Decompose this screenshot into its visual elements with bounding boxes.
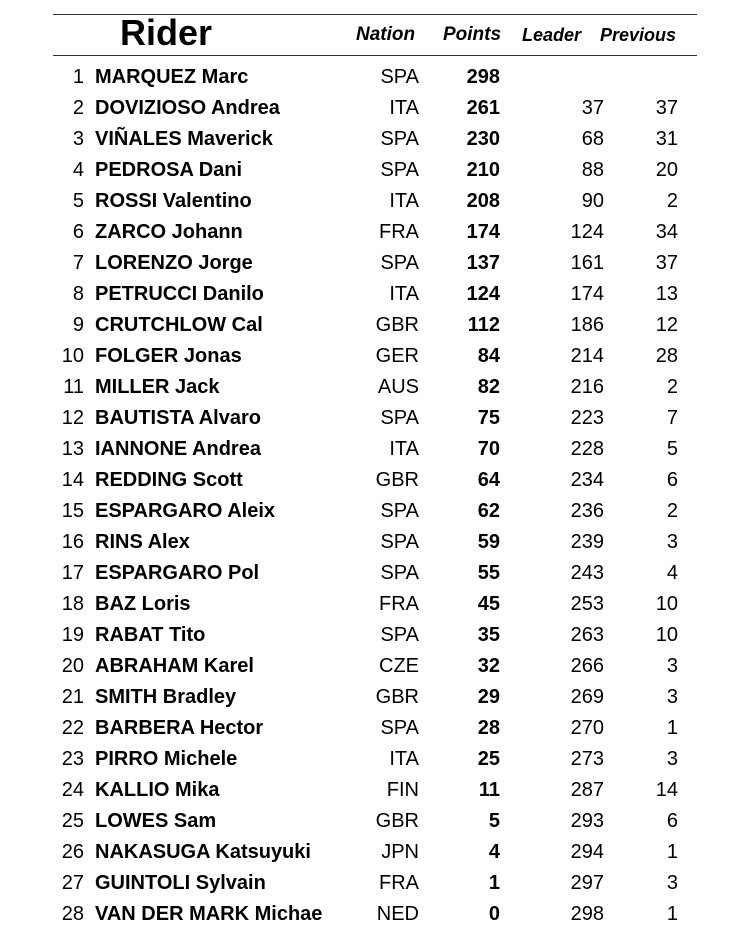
position-cell: 17 bbox=[61, 562, 84, 584]
points-cell: 11 bbox=[478, 779, 500, 801]
table-row bbox=[0, 527, 745, 558]
nation-cell: GBR bbox=[375, 469, 419, 491]
leader-gap-cell: 253 bbox=[570, 593, 604, 615]
position-cell: 11 bbox=[63, 376, 84, 398]
nation-cell: FIN bbox=[386, 779, 419, 801]
standings-table bbox=[0, 62, 745, 930]
position-cell: 27 bbox=[61, 872, 84, 894]
position-cell: 25 bbox=[61, 810, 84, 832]
points-cell: 208 bbox=[466, 190, 500, 212]
position-cell: 12 bbox=[61, 407, 84, 429]
table-row bbox=[0, 496, 745, 527]
leader-gap-cell: 298 bbox=[570, 903, 604, 925]
rider-name-cell: ROSSI Valentino bbox=[95, 190, 252, 212]
rider-name-cell: ESPARGARO Pol bbox=[95, 562, 260, 584]
nation-cell: SPA bbox=[380, 407, 419, 429]
nation-cell: GBR bbox=[375, 810, 419, 832]
rider-name-cell: FOLGER Jonas bbox=[95, 345, 242, 367]
rider-name-cell: ZARCO Johann bbox=[95, 221, 243, 243]
table-row bbox=[0, 279, 745, 310]
points-cell: 4 bbox=[488, 841, 500, 863]
nation-cell: SPA bbox=[380, 624, 419, 646]
leader-gap-cell: 161 bbox=[570, 252, 604, 274]
rider-name-cell: RINS Alex bbox=[95, 531, 190, 553]
nation-cell: FRA bbox=[379, 872, 419, 894]
previous-gap-cell: 2 bbox=[666, 500, 678, 522]
table-row bbox=[0, 310, 745, 341]
rider-name-cell: KALLIO Mika bbox=[95, 779, 220, 801]
leader-gap-cell: 297 bbox=[570, 872, 604, 894]
previous-gap-cell: 6 bbox=[666, 810, 678, 832]
previous-gap-cell: 2 bbox=[666, 376, 678, 398]
previous-gap-cell: 28 bbox=[655, 345, 678, 367]
rider-name-cell: PETRUCCI Danilo bbox=[95, 283, 264, 305]
previous-gap-cell: 12 bbox=[655, 314, 678, 336]
table-row bbox=[0, 124, 745, 155]
previous-gap-cell: 3 bbox=[666, 748, 678, 770]
nation-cell: SPA bbox=[380, 159, 419, 181]
leader-gap-cell: 273 bbox=[570, 748, 604, 770]
position-cell: 3 bbox=[72, 128, 84, 150]
position-cell: 24 bbox=[61, 779, 84, 801]
rider-name-cell: BAUTISTA Alvaro bbox=[95, 407, 261, 429]
position-cell: 4 bbox=[72, 159, 84, 181]
previous-gap-cell: 3 bbox=[666, 872, 678, 894]
points-cell: 210 bbox=[466, 159, 500, 181]
previous-gap-cell: 1 bbox=[666, 717, 678, 739]
rider-name-cell: IANNONE Andrea bbox=[95, 438, 261, 460]
nation-cell: ITA bbox=[389, 748, 419, 770]
rider-name-cell: VIÑALES Maverick bbox=[95, 128, 273, 150]
previous-gap-cell: 3 bbox=[666, 655, 678, 677]
nation-cell: NED bbox=[376, 903, 419, 925]
rider-name-cell: BARBERA Hector bbox=[95, 717, 264, 739]
leader-gap-cell: 236 bbox=[570, 500, 604, 522]
points-cell: 75 bbox=[477, 407, 500, 429]
nation-cell: ITA bbox=[389, 283, 419, 305]
rider-name-cell: BAZ Loris bbox=[95, 593, 191, 615]
nation-cell: ITA bbox=[389, 190, 419, 212]
nation-cell: SPA bbox=[380, 531, 419, 553]
nation-cell: ITA bbox=[389, 438, 419, 460]
position-cell: 15 bbox=[61, 500, 84, 522]
leader-gap-cell: 243 bbox=[570, 562, 604, 584]
position-cell: 18 bbox=[61, 593, 84, 615]
leader-gap-cell: 234 bbox=[570, 469, 604, 491]
rider-name-cell: PIRRO Michele bbox=[95, 748, 238, 770]
position-cell: 28 bbox=[61, 903, 84, 925]
table-row bbox=[0, 62, 745, 93]
header-leader: Leader bbox=[522, 25, 582, 45]
position-cell: 2 bbox=[72, 97, 84, 119]
table-row bbox=[0, 682, 745, 713]
position-cell: 9 bbox=[72, 314, 84, 336]
leader-gap-cell: 68 bbox=[581, 128, 604, 150]
table-row bbox=[0, 868, 745, 899]
rider-name-cell: NAKASUGA Katsuyuki bbox=[95, 841, 311, 863]
table-row bbox=[0, 899, 745, 930]
leader-gap-cell: 186 bbox=[570, 314, 604, 336]
nation-cell: ITA bbox=[389, 97, 419, 119]
leader-gap-cell: 269 bbox=[570, 686, 604, 708]
rider-name-cell: ABRAHAM Karel bbox=[95, 655, 254, 677]
previous-gap-cell: 37 bbox=[655, 252, 678, 274]
position-cell: 8 bbox=[72, 283, 84, 305]
previous-gap-cell: 13 bbox=[655, 283, 678, 305]
points-cell: 70 bbox=[477, 438, 500, 460]
leader-gap-cell: 216 bbox=[570, 376, 604, 398]
nation-cell: GBR bbox=[375, 314, 419, 336]
rider-name-cell: CRUTCHLOW Cal bbox=[95, 314, 263, 336]
previous-gap-cell: 2 bbox=[666, 190, 678, 212]
leader-gap-cell: 270 bbox=[570, 717, 604, 739]
points-cell: 5 bbox=[488, 810, 500, 832]
leader-gap-cell: 287 bbox=[570, 779, 604, 801]
rider-name-cell: REDDING Scott bbox=[95, 469, 243, 491]
previous-gap-cell: 1 bbox=[666, 841, 678, 863]
header-rider: Rider bbox=[120, 12, 213, 53]
nation-cell: GBR bbox=[375, 686, 419, 708]
position-cell: 23 bbox=[61, 748, 84, 770]
table-row bbox=[0, 186, 745, 217]
rider-name-cell: MILLER Jack bbox=[95, 376, 220, 398]
leader-gap-cell: 174 bbox=[570, 283, 604, 305]
table-row bbox=[0, 713, 745, 744]
nation-cell: SPA bbox=[380, 128, 419, 150]
previous-gap-cell: 31 bbox=[655, 128, 678, 150]
table-row bbox=[0, 403, 745, 434]
points-cell: 35 bbox=[477, 624, 500, 646]
leader-gap-cell: 239 bbox=[570, 531, 604, 553]
points-cell: 230 bbox=[466, 128, 500, 150]
previous-gap-cell: 20 bbox=[655, 159, 678, 181]
previous-gap-cell: 14 bbox=[655, 779, 678, 801]
table-row bbox=[0, 744, 745, 775]
nation-cell: FRA bbox=[379, 221, 419, 243]
table-row bbox=[0, 434, 745, 465]
header-bottom-rule bbox=[53, 55, 697, 56]
position-cell: 6 bbox=[72, 221, 84, 243]
points-cell: 1 bbox=[488, 872, 500, 894]
previous-gap-cell: 34 bbox=[655, 221, 678, 243]
header-points: Points bbox=[443, 24, 502, 45]
rider-name-cell: ESPARGARO Aleix bbox=[95, 500, 276, 522]
points-cell: 298 bbox=[466, 66, 500, 88]
table-row bbox=[0, 248, 745, 279]
position-cell: 21 bbox=[61, 686, 84, 708]
points-cell: 62 bbox=[477, 500, 500, 522]
previous-gap-cell: 37 bbox=[655, 97, 678, 119]
header-previous: Previous bbox=[600, 25, 677, 45]
points-cell: 124 bbox=[466, 283, 500, 305]
rider-name-cell: GUINTOLI Sylvain bbox=[95, 872, 266, 894]
table-row bbox=[0, 589, 745, 620]
rider-name-cell: MARQUEZ Marc bbox=[95, 66, 249, 88]
position-cell: 13 bbox=[61, 438, 84, 460]
points-cell: 82 bbox=[477, 376, 500, 398]
position-cell: 16 bbox=[61, 531, 84, 553]
rider-name-cell: SMITH Bradley bbox=[95, 686, 237, 708]
leader-gap-cell: 90 bbox=[581, 190, 604, 212]
previous-gap-cell: 10 bbox=[655, 593, 678, 615]
table-row bbox=[0, 372, 745, 403]
position-cell: 7 bbox=[72, 252, 84, 274]
leader-gap-cell: 214 bbox=[570, 345, 604, 367]
leader-gap-cell: 293 bbox=[570, 810, 604, 832]
points-cell: 29 bbox=[477, 686, 500, 708]
nation-cell: SPA bbox=[380, 500, 419, 522]
points-cell: 25 bbox=[477, 748, 500, 770]
points-cell: 32 bbox=[477, 655, 500, 677]
points-cell: 137 bbox=[466, 252, 500, 274]
previous-gap-cell: 1 bbox=[666, 903, 678, 925]
table-row bbox=[0, 806, 745, 837]
table-row bbox=[0, 465, 745, 496]
nation-cell: SPA bbox=[380, 717, 419, 739]
rider-name-cell: LORENZO Jorge bbox=[95, 252, 253, 274]
previous-gap-cell: 6 bbox=[666, 469, 678, 491]
position-cell: 22 bbox=[61, 717, 84, 739]
table-row bbox=[0, 155, 745, 186]
leader-gap-cell: 294 bbox=[570, 841, 604, 863]
position-cell: 19 bbox=[61, 624, 84, 646]
nation-cell: SPA bbox=[380, 252, 419, 274]
table-row bbox=[0, 93, 745, 124]
rider-name-cell: VAN DER MARK Michae bbox=[95, 903, 323, 925]
rider-name-cell: DOVIZIOSO Andrea bbox=[95, 97, 280, 119]
header-nation: Nation bbox=[356, 24, 416, 45]
leader-gap-cell: 263 bbox=[570, 624, 604, 646]
leader-gap-cell: 88 bbox=[581, 159, 604, 181]
points-cell: 64 bbox=[477, 469, 500, 491]
nation-cell: SPA bbox=[380, 66, 419, 88]
nation-cell: JPN bbox=[381, 841, 419, 863]
points-cell: 0 bbox=[488, 903, 500, 925]
previous-gap-cell: 10 bbox=[655, 624, 678, 646]
rider-name-cell: LOWES Sam bbox=[95, 810, 217, 832]
points-cell: 84 bbox=[477, 345, 500, 367]
nation-cell: SPA bbox=[380, 562, 419, 584]
nation-cell: AUS bbox=[377, 376, 419, 398]
leader-gap-cell: 266 bbox=[570, 655, 604, 677]
position-cell: 1 bbox=[72, 66, 84, 88]
leader-gap-cell: 124 bbox=[570, 221, 604, 243]
table-row bbox=[0, 651, 745, 682]
leader-gap-cell: 228 bbox=[570, 438, 604, 460]
rider-name-cell: PEDROSA Dani bbox=[95, 159, 243, 181]
previous-gap-cell: 4 bbox=[666, 562, 678, 584]
points-cell: 55 bbox=[477, 562, 500, 584]
position-cell: 5 bbox=[72, 190, 84, 212]
table-row bbox=[0, 775, 745, 806]
points-cell: 45 bbox=[477, 593, 500, 615]
rider-name-cell: RABAT Tito bbox=[95, 624, 206, 646]
previous-gap-cell: 3 bbox=[666, 686, 678, 708]
points-cell: 28 bbox=[477, 717, 500, 739]
position-cell: 26 bbox=[61, 841, 84, 863]
position-cell: 20 bbox=[61, 655, 84, 677]
position-cell: 14 bbox=[61, 469, 84, 491]
table-row bbox=[0, 558, 745, 589]
table-row bbox=[0, 620, 745, 651]
table-row bbox=[0, 217, 745, 248]
table-row bbox=[0, 341, 745, 372]
previous-gap-cell: 5 bbox=[666, 438, 678, 460]
points-cell: 174 bbox=[466, 221, 500, 243]
nation-cell: GER bbox=[375, 345, 419, 367]
points-cell: 112 bbox=[467, 314, 500, 336]
nation-cell: CZE bbox=[379, 655, 419, 677]
leader-gap-cell: 223 bbox=[570, 407, 604, 429]
nation-cell: FRA bbox=[379, 593, 419, 615]
leader-gap-cell: 37 bbox=[581, 97, 604, 119]
position-cell: 10 bbox=[61, 345, 84, 367]
points-cell: 261 bbox=[466, 97, 500, 119]
previous-gap-cell: 3 bbox=[666, 531, 678, 553]
points-cell: 59 bbox=[477, 531, 500, 553]
previous-gap-cell: 7 bbox=[666, 407, 678, 429]
table-row bbox=[0, 837, 745, 868]
